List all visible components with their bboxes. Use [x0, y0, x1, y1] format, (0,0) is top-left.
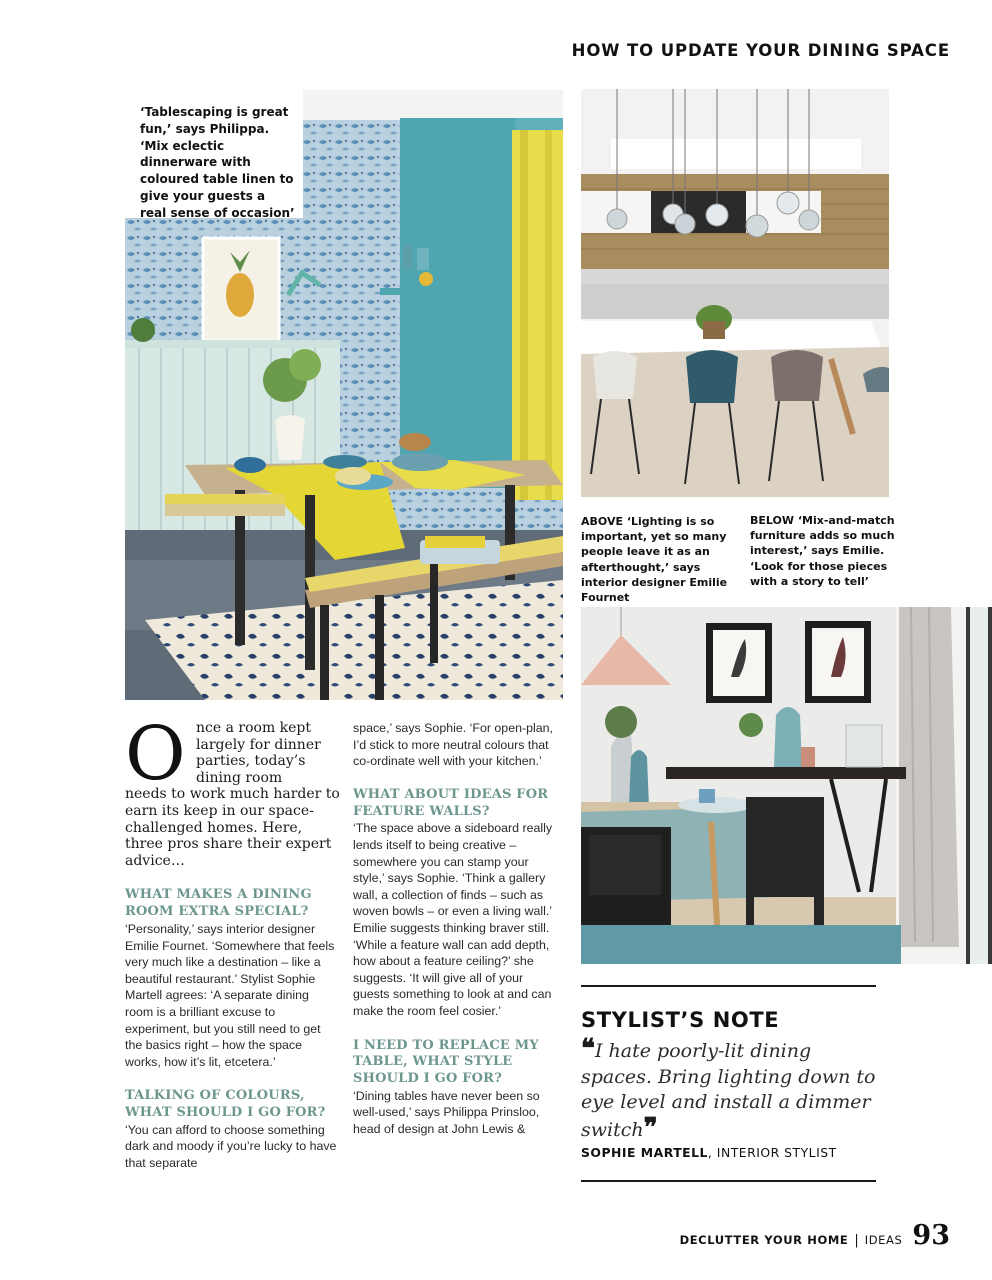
below-caption-text: ‘Mix-and-match furniture adds so much interest,’ says Emilie. ‘Look for those pieces with a story to tell’	[750, 514, 895, 588]
footer-separator: |	[854, 1233, 859, 1248]
above-caption	[581, 514, 741, 605]
kitchen-illustration	[581, 89, 889, 497]
intro-first-lines: nce a room kept largely for dinner parties, today’s dining room	[196, 720, 321, 786]
close-quote-icon: ❞	[643, 1112, 658, 1143]
below-caption	[750, 513, 900, 589]
intro-rest: needs to work much harder to earn its keep in our space-challenged homes. Here, three pros share their expert advice…	[125, 786, 340, 869]
paragraph-open-plan: space,’ says Sophie. ‘For open-plan, I’d stick to more neutral colours that co-ordinate well with your kitchen.’	[353, 721, 553, 769]
stylist-role: , INTERIOR STYLIST	[707, 1145, 837, 1160]
stylist-note-bottom-rule	[581, 1180, 876, 1182]
article-intro	[125, 711, 340, 869]
paragraph-dining-tables: ‘Dining tables have never been so well-used,’ says Philippa Prinsloo, head of design at John Lewis &	[353, 1088, 540, 1137]
above-caption-label: ABOVE	[581, 515, 623, 528]
kitchen-photo	[581, 89, 889, 497]
footer-magazine-title: DECLUTTER YOUR HOME	[679, 1233, 849, 1247]
page-header-title: HOW TO UPDATE YOUR DINING SPACE	[571, 41, 950, 60]
main-photo-caption: ‘Tablescaping is great fun,’ says Philippa. ‘Mix eclectic dinnerware with coloured table linen to give your guests a real sense of occasion’	[125, 90, 303, 218]
page-footer	[680, 1220, 950, 1251]
dining-area-illustration	[581, 607, 992, 964]
article-column-1	[125, 711, 340, 1172]
stylist-name: SOPHIE MARTELL	[581, 1145, 708, 1160]
subhead-colours: TALKING OF COLOURS, WHAT SHOULD I GO FOR?	[125, 1088, 326, 1121]
stylist-quote	[581, 1034, 881, 1143]
stylist-note-top-rule	[581, 985, 876, 987]
article-column-2	[353, 720, 563, 1138]
paragraph-dark-moody: ‘You can afford to choose something dark and moody if you’re lucky to have that separate	[125, 1122, 337, 1171]
drop-cap: O	[125, 711, 186, 797]
above-caption-text: ‘Lighting is so important, yet so many people leave it as an afterthought,’ says interior designer Emilie Fournet	[581, 515, 728, 605]
dining-area-photo	[581, 607, 992, 964]
stylist-quote-text: I hate poorly-lit dining spaces. Bring lighting down to eye level and install a dimmer switch	[581, 1040, 876, 1141]
subhead-feature-walls: WHAT ABOUT IDEAS FOR FEATURE WALLS?	[353, 786, 549, 819]
below-caption-label: BELOW	[750, 514, 794, 527]
subhead-table-style: I NEED TO REPLACE MY TABLE, WHAT STYLE SHOULD I GO FOR?	[353, 1037, 539, 1087]
stylist-note-title: STYLIST’S NOTE	[581, 1008, 780, 1032]
paragraph-sideboard: ‘The space above a sideboard really lends itself to being creative – somewhere you can stamp your style,’ says Sophie. ‘Think a gallery wall, a collection of finds – such as woven bowls – or even a living wall.’ Emilie suggests thinking braver still. ‘While a feature wall can add depth, how about a feature ceiling?’ she suggests. ‘It will give all of your guests something to look at and can make the room feel cosier.’	[353, 821, 553, 1018]
paragraph-personality: ‘Personality,’ says interior designer Emilie Fournet. ‘Somewhere that feels very much like a destination – like a beautiful restaurant.’ Stylist Sophie Martell agrees: ‘A separate dining room is a brilliant excuse to experiment, but you still need to get the basics right – how the space works, how it’s lit, etcetera.’	[125, 921, 335, 1069]
stylist-attribution	[581, 1145, 837, 1160]
subhead-dining-special: WHAT MAKES A DINING ROOM EXTRA SPECIAL?	[125, 887, 312, 920]
page-number: 93	[912, 1220, 950, 1251]
footer-section: IDEAS	[864, 1233, 903, 1247]
open-quote-icon: ❝	[581, 1034, 595, 1064]
